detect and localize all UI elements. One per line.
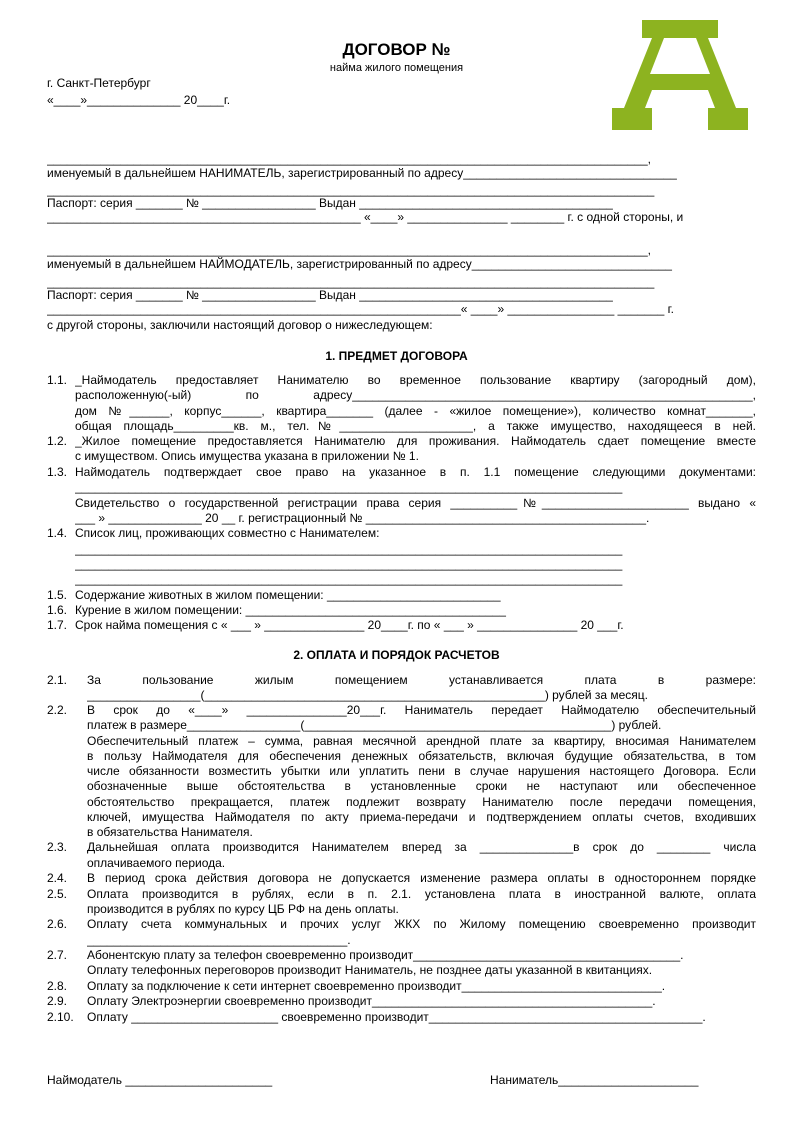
clause-number: 1.3. [47, 465, 68, 479]
clause-number: 2.8. [47, 979, 68, 993]
clause-text: общая площадь_________кв. м., тел.№____________________, а также имущество, находящееся в ней. [75, 419, 756, 433]
clause-text: обозначенные выше обстоятельства в установленные сроки не наступают или обеспеченное [87, 779, 756, 793]
clause-number: 1.4. [47, 526, 68, 540]
party-line: __________________________________________________________________________________________, [47, 152, 651, 166]
clause-text: Курение в жилом помещении: _______________________________________ [75, 603, 506, 617]
clause-text: производится в рублях по курсу ЦБ РФ на день оплаты. [87, 902, 399, 916]
clause-text: Оплата производится в рублях, если в п. 2.1. установлена плата в иностранной валюте, оплата [87, 887, 756, 901]
clause-text: Обеспечительный платеж – сумма, равная месячной арендной плате за квартиру, вносимая Нанимателем [87, 734, 756, 748]
clause-text: _______________________________________. [87, 933, 351, 947]
clause-text: расположенную(-ый) по адресу____________________________________________________________, [75, 388, 756, 402]
city: г. Санкт-Петербург [47, 76, 151, 90]
clause-text: _Жилое помещение предоставляется Нанимателю для проживания. Наймодатель сдает помещение вместе [75, 434, 756, 448]
party-line: с другой стороны, заключили настоящий договор о нижеследующем: [47, 318, 433, 332]
clause-text: Дальнейшая оплата производится Нанимателем вперед за ______________в срок до ________ числа [87, 840, 756, 854]
clause-text: __________________________________________________________________________________ [75, 542, 623, 556]
clause-number: 2.1. [47, 673, 68, 687]
tenant-signature: Наниматель_____________________ [490, 1073, 699, 1087]
clause-number: 1.7. [47, 618, 68, 632]
clause-text: оплачиваемого периода. [87, 856, 226, 870]
landlord-signature: Наймодатель ______________________ [47, 1073, 273, 1087]
clause-text: Оплату ______________________ своевременно производит_________________________________________. [87, 1010, 706, 1024]
party-line: ______________________________________________________________« ____» ________________ _______ г. [47, 302, 674, 316]
clause-text: числе обязанности возместить убытки или уплатить пени в случае нарушения настоящего Договора. Если [87, 764, 756, 778]
clause-number: 2.6. [47, 917, 68, 931]
document-subtitle: найма жилого помещения [329, 62, 464, 74]
clause-number: 1.1. [47, 373, 68, 387]
clause-text: В срок до «____» _______________20___г. Наниматель передает Наймодателю обеспечительный [87, 703, 756, 717]
contract-date: «____»______________ 20____г. [47, 93, 231, 107]
clause-text: платеж в размере_________________(______________________________________________) рублей. [87, 718, 662, 732]
clause-number: 2.2. [47, 703, 68, 717]
clause-text: обстоятельство прекращается, платеж подлежит возврату Нанимателю после передачи помещения, [87, 795, 756, 809]
clause-text: _________________(___________________________________________________) рублей за месяц. [87, 688, 649, 702]
party-line: именуемый в дальнейшем НАНИМАТЕЛЬ, зарегистрированный по адресу________________________________ [47, 166, 677, 180]
clause-text: Абонентскую плату за телефон своевременно производит________________________________________. [87, 948, 684, 962]
section2-title: 2. ОПЛАТА И ПОРЯДОК РАСЧЕТОВ [293, 648, 500, 662]
clause-number: 2.4. [47, 871, 68, 885]
clause-number: 2.10. [47, 1010, 74, 1024]
party-line: Паспорт: серия _______ № _________________ Выдан ______________________________________ [47, 196, 613, 210]
clause-text: с имуществом. Опись имущества указана в приложении № 1. [75, 449, 419, 463]
clause-number: 2.3. [47, 840, 68, 854]
clause-text: Список лиц, проживающих совместно с Нанимателем: [75, 526, 380, 540]
clause-text: Оплату Электроэнергии своевременно производит__________________________________________. [87, 994, 656, 1008]
party-line: ___________________________________________________________________________________________ [47, 183, 655, 197]
clause-text: ___ » ______________ 20 __ г. регистрационный № __________________________________________. [75, 511, 650, 525]
clause-text: в пользу Наймодателя для обеспечения денежных обязательств, включая будущие обязательства, в том [87, 749, 756, 763]
clause-number: 1.2. [47, 434, 68, 448]
clause-text: _Наймодатель предоставляет Нанимателю во временное пользование квартиру (загородный дом), [75, 373, 756, 387]
clause-text: __________________________________________________________________________________ [75, 572, 623, 586]
clause-number: 1.6. [47, 603, 68, 617]
clause-text: За пользование жилым помещением устанавливается плата в размере: [87, 673, 756, 687]
clause-text: В период срока действия договора не допускается изменение размера оплаты в одностороннем порядке [87, 871, 756, 885]
clause-text: Свидетельство о государственной регистрации права серия __________№______________________ выдано « [75, 496, 756, 510]
clause-text: Срок найма помещения с « ___ » _______________ 20____г. по « ___ » _______________ 20 ___г. [75, 618, 624, 632]
document-title: ДОГОВОР № [342, 40, 451, 59]
clause-text: Содержание животных в жилом помещении: __________________________ [75, 588, 501, 602]
clause-number: 2.9. [47, 994, 68, 1008]
clause-text: Оплату за подключение к сети интернет своевременно производит______________________________. [87, 979, 666, 993]
party-line: именуемый в дальнейшем НАЙМОДАТЕЛЬ, зарегистрированный по адресу______________________________ [47, 257, 672, 271]
party-line: _______________________________________________ «____» _______________ ________ г. с одной стороны, и [47, 210, 684, 224]
party-line: __________________________________________________________________________________________, [47, 243, 651, 257]
party-line: Паспорт: серия _______ № _________________ Выдан ______________________________________ [47, 288, 613, 302]
clause-text: дом №______, корпус______, квартира_______ (далее - «жилое помещение»), количество комнат_______, [75, 404, 756, 418]
clause-text: в обязательства Нанимателя. [87, 825, 253, 839]
clause-text: __________________________________________________________________________________ [75, 480, 623, 494]
clause-text: ключей, имущества Наймодателя по акту приема-передачи и подтверждением оплаты счетов, входивших [87, 810, 756, 824]
clause-text: __________________________________________________________________________________ [75, 557, 623, 571]
clause-text: Оплату телефонных переговоров производит Наниматель, не позднее даты указанной в квитанциях. [87, 963, 653, 977]
clause-number: 2.5. [47, 887, 68, 901]
clause-text: Наймодатель подтверждает свое право на указанное в п. 1.1 помещение следующими документами: [75, 465, 756, 479]
clause-number: 2.7. [47, 948, 68, 962]
clause-number: 1.5. [47, 588, 68, 602]
section1-title: 1. ПРЕДМЕТ ДОГОВОРА [325, 349, 468, 363]
party-line: ___________________________________________________________________________________________ [47, 275, 655, 289]
clause-text: Оплату счета коммунальных и прочих услуг ЖКХ по Жилому помещению своевременно производит [87, 917, 756, 931]
